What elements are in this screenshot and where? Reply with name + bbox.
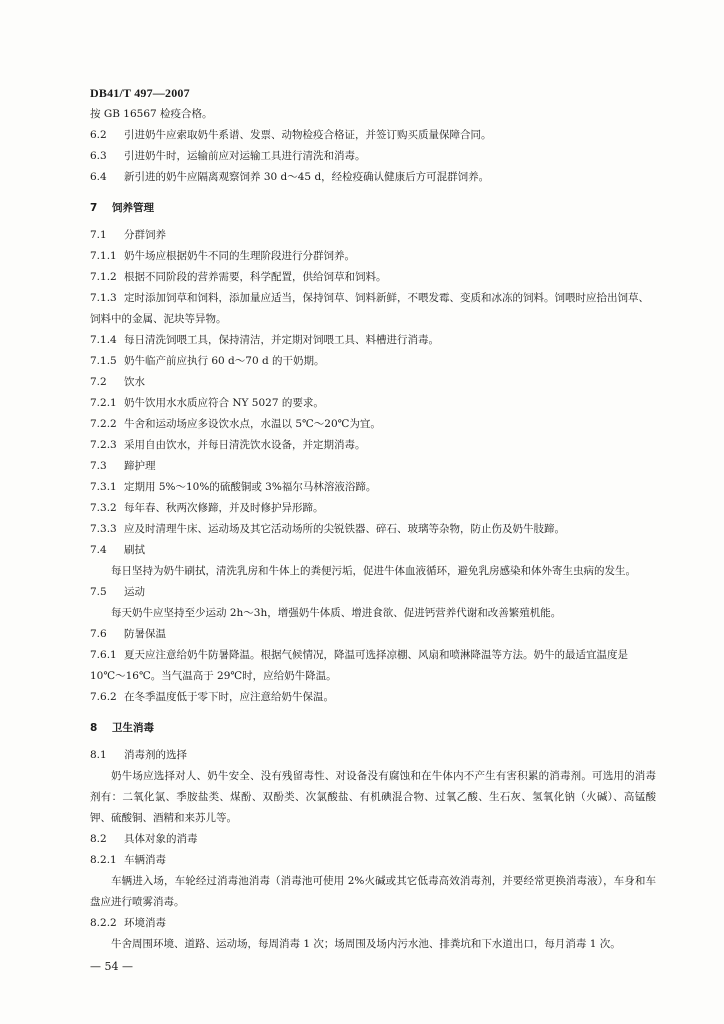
clause-number: 7.1.4: [90, 334, 117, 346]
clause-number: 7.5: [90, 586, 107, 598]
clause-number: 8.1: [90, 749, 107, 761]
document-body: [90, 104, 656, 955]
page-number: — 54 —: [90, 960, 133, 973]
clause-7-3-1: [90, 477, 656, 498]
clause-text: 采用自由饮水，并每日清洗饮水设备，并定期消毒。: [124, 439, 366, 451]
clause-number: 8.2.2: [90, 917, 117, 929]
clause-8-2-1: [90, 850, 656, 871]
clause-number: 7.3.1: [90, 481, 117, 493]
clause-text: 奶牛饮用水水质应符合 NY 5027 的要求。: [124, 397, 324, 409]
clause-7-1-5: [90, 351, 656, 372]
clause-8-2-2: [90, 913, 656, 934]
clause-number: 6.4: [90, 171, 107, 183]
clause-text: 引进奶牛时，运输前应对运输工具进行清洗和消毒。: [124, 150, 366, 162]
clause-number: 7.1.5: [90, 355, 117, 367]
clause-7-2-2: [90, 414, 656, 435]
clause-7-5: [90, 582, 656, 603]
clause-6-2: [90, 125, 656, 146]
clause-text: 定期用 5%～10%的硫酸铜或 3%福尔马林溶液浴蹄。: [124, 481, 377, 493]
clause-number: 7.4: [90, 544, 107, 556]
clause-text: 环境消毒: [124, 917, 166, 929]
clause-number: 7.6.2: [90, 691, 117, 703]
clause-number: 7.2.2: [90, 418, 117, 430]
clause-text: 根据不同阶段的营养需要，科学配置，供给饲草和饲料。: [124, 271, 387, 283]
clause-7-2: [90, 372, 656, 393]
clause-7-1-2: [90, 267, 656, 288]
clause-number: 6.3: [90, 150, 107, 162]
section-title: 饲养管理: [112, 202, 154, 214]
text-line: 按 GB 16567 检疫合格。: [90, 108, 213, 120]
paragraph: 牛舍周围环境、道路、运动场，每周消毒 1 次；场周围及场内污水池、排粪坑和下水道出口，每月消毒 1 次。: [111, 938, 621, 950]
clause-number: 7.3: [90, 460, 107, 472]
clause-number: 7.2.3: [90, 439, 117, 451]
clause-number: 7.1.1: [90, 250, 117, 262]
clause-text: 蹄护理: [124, 460, 156, 472]
clause-7-2-3: [90, 435, 656, 456]
clause-7-6: [90, 624, 656, 645]
clause-number: 7.6: [90, 628, 107, 640]
clause-text: 运动: [124, 586, 145, 598]
clause-number: 7.3.3: [90, 523, 117, 535]
paragraph: 车辆进入场，车轮经过消毒池消毒（消毒池可使用 2%火碱或其它低毒高效消毒剂，并要经常更换消毒液），车身和车盘应进行喷雾消毒。: [90, 875, 656, 908]
clause-7-1-4: [90, 330, 656, 351]
clause-number: 8.2.1: [90, 854, 117, 866]
clause-7-1-1: [90, 246, 656, 267]
clause-number: 7.1.3: [90, 292, 117, 304]
clause-text: 牛舍和运动场应多设饮水点，水温以 5℃～20℃为宜。: [124, 418, 381, 430]
clause-number: 7.3.2: [90, 502, 117, 514]
clause-7-1-3: [90, 288, 656, 330]
clause-number: 7.2.1: [90, 397, 117, 409]
clause-number: 7.6.1: [90, 649, 117, 661]
clause-number: 6.2: [90, 129, 107, 141]
clause-7-1: [90, 225, 656, 246]
clause-number: 7.1: [90, 229, 107, 241]
clause-6-3: [90, 146, 656, 167]
clause-8-1: [90, 745, 656, 766]
section-number: 7: [90, 202, 98, 214]
clause-text: 防暑保温: [124, 628, 166, 640]
clause-text: 奶牛场应根据奶牛不同的生理阶段进行分群饲养。: [124, 250, 355, 262]
clause-7-3-3: [90, 519, 656, 540]
clause-8-2: [90, 829, 656, 850]
clause-7-3-2: [90, 498, 656, 519]
clause-7-4: [90, 540, 656, 561]
clause-7-6-1: [90, 645, 656, 687]
clause-number: 7.2: [90, 376, 107, 388]
section-number: 8: [90, 722, 98, 734]
standard-code-header: DB41/T 497—2007: [90, 86, 190, 100]
clause-text: 应及时清理牛床、运动场及其它活动场所的尖锐铁器、碎石、玻璃等杂物，防止伤及奶牛肢蹄。: [124, 523, 565, 535]
clause-text: 具体对象的消毒: [124, 833, 198, 845]
clause-7-6-2: [90, 687, 656, 708]
clause-text: 车辆消毒: [124, 854, 166, 866]
clause-text: 新引进的奶牛应隔离观察饲养 30 d～45 d，经检疫确认健康后方可混群饲养。: [124, 171, 490, 183]
clause-text: 饮水: [124, 376, 145, 388]
paragraph: 奶牛场应选择对人、奶牛安全、没有残留毒性、对设备没有腐蚀和在牛体内不产生有害积累的消毒剂。可选用的消毒剂有：二氧化氯、季胺盐类、煤酚、双酚类、次氯酸盐、有机碘混合物、过氧乙酸、生石灰、氢氧化钠（火碱）、高锰酸钾、硫酸铜、酒精和来苏儿等。: [90, 770, 656, 824]
clause-number: 7.1.2: [90, 271, 117, 283]
paragraph: 每日坚持为奶牛刷拭，清洗乳房和牛体上的粪便污垢，促进牛体血液循环，避免乳房感染和体外寄生虫病的发生。: [111, 565, 636, 577]
clause-text: 引进奶牛应索取奶牛系谱、发票、动物检疫合格证，并签订购买质量保障合同。: [124, 129, 492, 141]
clause-text: 刷拭: [124, 544, 145, 556]
clause-text: 消毒剂的选择: [124, 749, 187, 761]
clause-7-3: [90, 456, 656, 477]
clause-6-4: [90, 167, 656, 188]
clause-number: 8.2: [90, 833, 107, 845]
paragraph: 每天奶牛应坚持至少运动 2h～3h，增强奶牛体质、增进食欲、促进钙营养代谢和改善繁殖机能。: [111, 607, 562, 619]
clause-text: 每年春、秋两次修蹄，并及时修护异形蹄。: [124, 502, 324, 514]
section-heading-7: [90, 198, 656, 219]
clause-text: 夏天应注意给奶牛防暑降温。根据气候情况，降温可选择凉棚、风扇和喷淋降温等方法。奶牛的最适宜温度是 10℃～16℃。当气温高于 29℃时，应给奶牛降温。: [90, 649, 628, 682]
section-heading-8: [90, 718, 656, 739]
clause-text: 奶牛临产前应执行 60 d～70 d 的干奶期。: [124, 355, 325, 367]
clause-7-2-1: [90, 393, 656, 414]
clause-text: 在冬季温度低于零下时，应注意给奶牛保温。: [124, 691, 334, 703]
clause-text: 分群饲养: [124, 229, 166, 241]
section-title: 卫生消毒: [112, 722, 154, 734]
clause-text: 定时添加饲草和饲料，添加量应适当，保持饲草、饲料新鲜，不喂发霉、变质和冰冻的饲料。饲喂时应拾出饲草、饲料中的金属、泥块等异物。: [90, 292, 649, 325]
clause-text: 每日清洗饲喂工具，保持清洁，并定期对饲喂工具、料槽进行消毒。: [124, 334, 439, 346]
